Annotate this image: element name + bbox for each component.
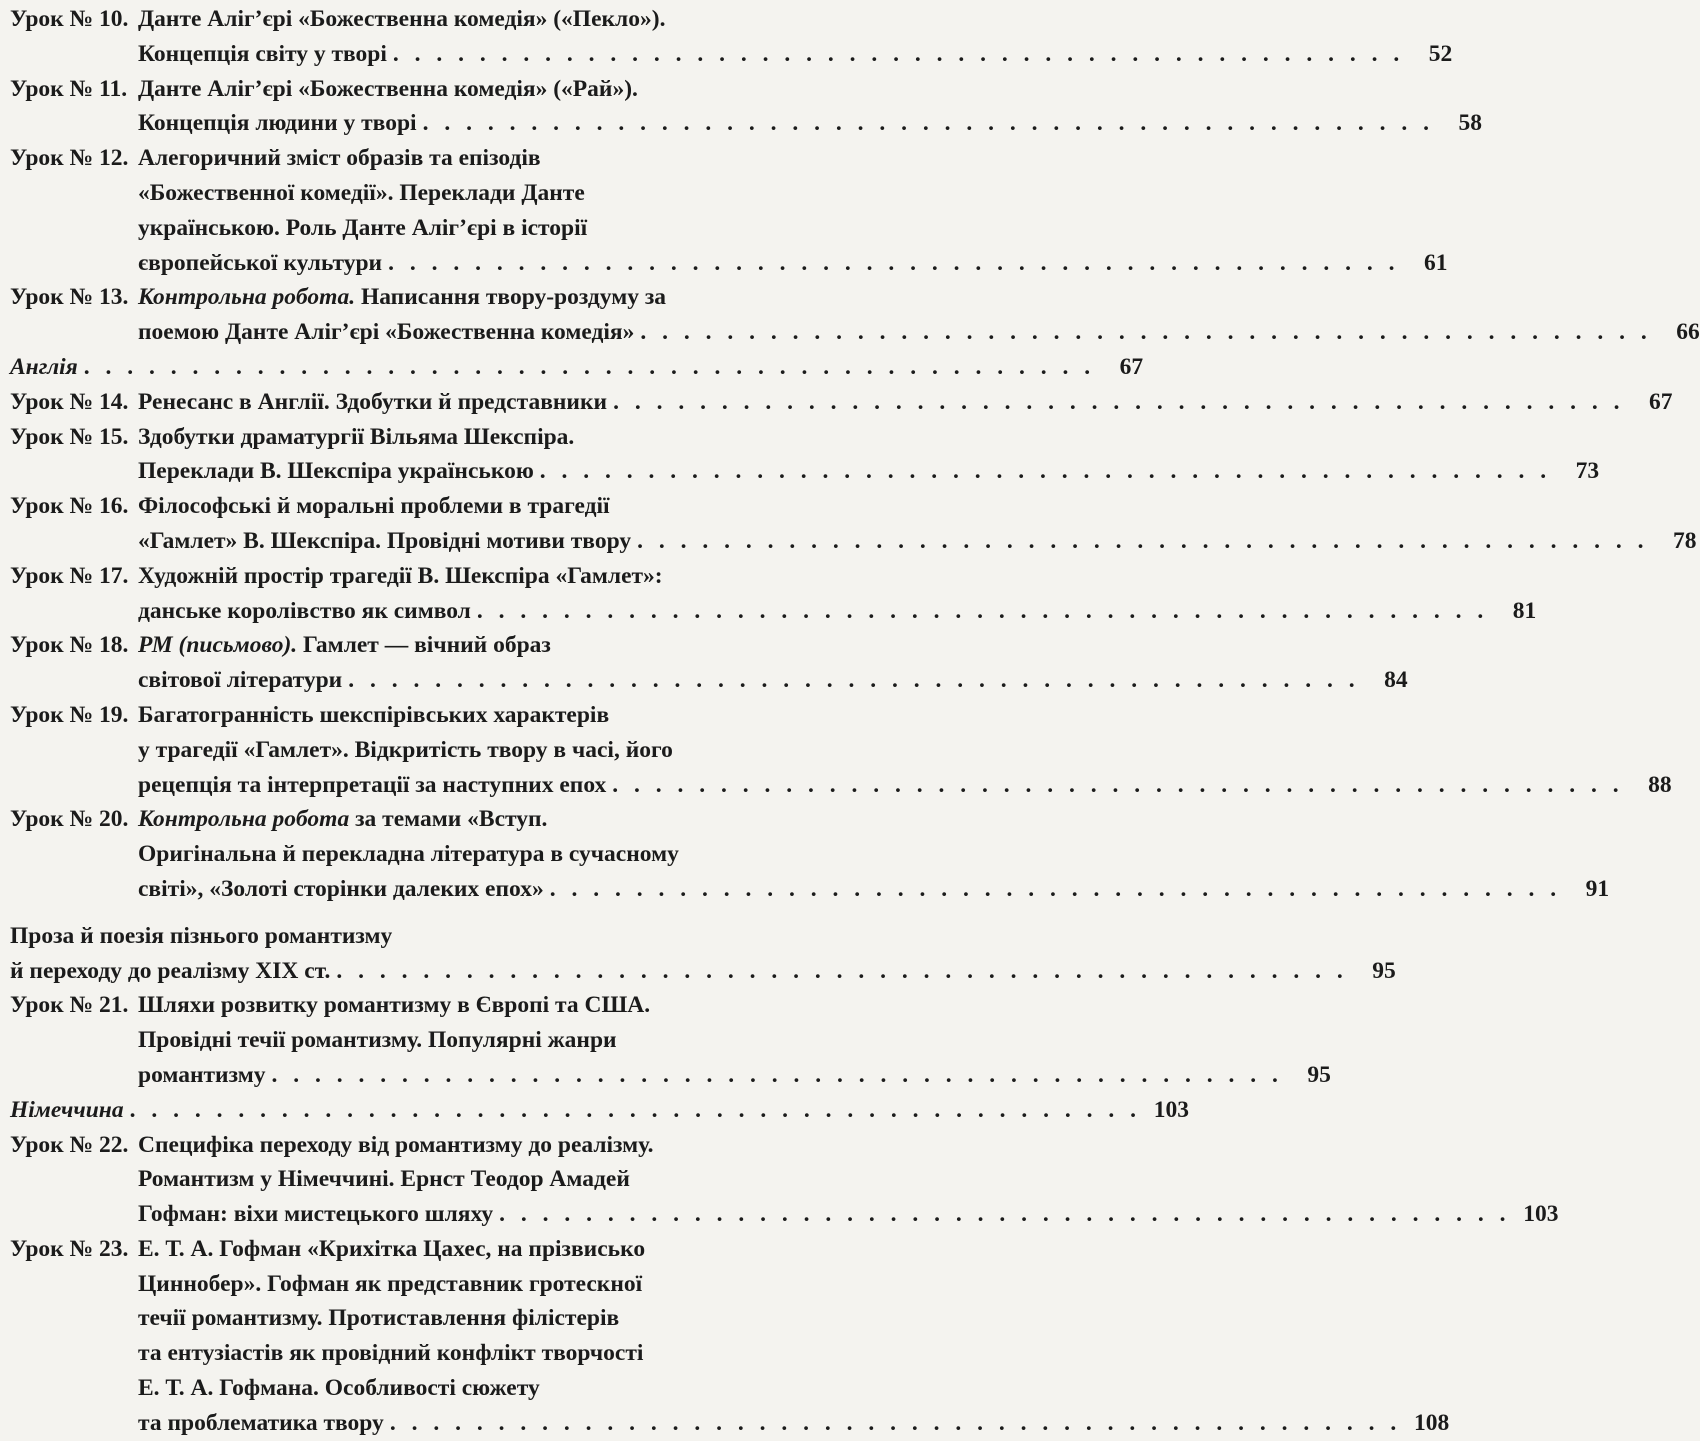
lesson-title: європейської культури — [138, 249, 383, 276]
toc-line — [10, 954, 1396, 989]
page-number: 84 — [1384, 667, 1408, 694]
lesson-title: Переклади В. Шекспіра українською — [138, 458, 534, 485]
toc-line — [10, 988, 774, 1023]
dot-leader: . . . . . . . . . . . . . . . . . . . . . . . . . . . . . . . . . . . . . . . . . . . . . . . — [499, 1201, 1511, 1228]
toc-line — [10, 385, 1673, 420]
dot-leader: . . . . . . . . . . . . . . . . . . . . . . . . . . . . . . . . . . . . . . . . . . . . . . . — [640, 319, 1652, 346]
part-heading: й переходу до реалізму XIX ст. — [10, 957, 331, 984]
toc-line — [10, 454, 1600, 489]
lesson-label: Урок № 21. — [10, 992, 129, 1019]
dot-leader: . . . . . . . . . . . . . . . . . . . . . . . . . . . . . . . . . . . . . . . . . . . . . . . — [336, 957, 1348, 984]
toc-line — [10, 1197, 1559, 1232]
lesson-title: рецепція та інтерпретації за наступних епох — [138, 771, 607, 798]
page-number: 66 — [1676, 319, 1700, 346]
lesson-title: Провідні течії романтизму. Популярні жанри — [138, 1027, 617, 1054]
lesson-title: Романтизм у Німеччині. Ернст Теодор Амадей — [138, 1166, 630, 1193]
toc-line — [10, 315, 1700, 350]
lesson-label: Урок № 20. — [10, 806, 129, 833]
lesson-title: романтизму — [138, 1061, 266, 1088]
dot-leader: . . . . . . . . . . . . . . . . . . . . . . . . . . . . . . . . . . . . . . . . . . . . . . . — [129, 1096, 1141, 1123]
toc-line — [10, 246, 1448, 281]
dot-leader: . . . . . . . . . . . . . . . . . . . . . . . . . . . . . . . . . . . . . . . . . . . . . . . — [637, 527, 1649, 554]
page-number: 95 — [1307, 1061, 1331, 1088]
toc-line — [10, 594, 1537, 629]
toc-line — [10, 1093, 1189, 1128]
lesson-title-italic: Контрольна робота. — [138, 284, 356, 311]
lesson-title: Гофман: віхи мистецького шляху — [138, 1201, 494, 1228]
lesson-label: Урок № 12. — [10, 145, 129, 172]
lesson-title: Алегоричний зміст образів та епізодів — [138, 145, 541, 172]
toc-line — [10, 141, 774, 176]
toc-line — [10, 733, 774, 768]
lesson-title: Здобутки драматургії Вільяма Шекспіра. — [138, 423, 575, 450]
lesson-title: українською. Роль Данте Аліг’єрі в історії — [138, 214, 588, 241]
toc-line — [10, 72, 774, 107]
section-title: Німеччина — [10, 1096, 124, 1123]
lesson-label: Урок № 19. — [10, 701, 129, 728]
lesson-title-italic: РМ (письмово). — [138, 632, 298, 659]
toc-line — [10, 872, 1610, 907]
dot-leader: . . . . . . . . . . . . . . . . . . . . . . . . . . . . . . . . . . . . . . . . . . . . . . . — [389, 1409, 1402, 1436]
lesson-label: Урок № 10. — [10, 6, 129, 32]
page-number: 61 — [1423, 249, 1448, 276]
lesson-title: течії романтизму. Протиставлення філістерів — [138, 1305, 620, 1332]
dot-leader: . . . . . . . . . . . . . . . . . . . . . . . . . . . . . . . . . . . . . . . . . . . . . . . — [83, 353, 1096, 380]
page-number: 73 — [1575, 458, 1600, 485]
page-number: 95 — [1372, 957, 1396, 984]
lesson-title-italic: Контрольна робота — [138, 806, 350, 833]
toc-line — [10, 524, 1697, 559]
lesson-title: Концепція світу у творі — [138, 40, 387, 67]
lesson-title: Оригінальна й перекладна література в сучасному — [138, 841, 679, 868]
toc-line — [10, 1058, 1331, 1093]
dot-leader: . . . . . . . . . . . . . . . . . . . . . . . . . . . . . . . . . . . . . . . . . . . . . . . — [613, 388, 1625, 415]
toc-line — [10, 280, 774, 315]
lesson-title: данське королівство як символ — [138, 597, 471, 624]
toc-line — [10, 1336, 774, 1371]
toc-line — [10, 1371, 774, 1406]
toc-line — [10, 2, 774, 37]
toc-line — [10, 1232, 774, 1267]
toc-line — [10, 1162, 774, 1197]
page-number: 52 — [1428, 40, 1453, 67]
toc-line — [10, 768, 1672, 803]
toc-line — [10, 211, 774, 246]
dot-leader: . . . . . . . . . . . . . . . . . . . . . . . . . . . . . . . . . . . . . . . . . . . . . . . — [348, 667, 1360, 694]
toc-line — [10, 1406, 1450, 1441]
toc-line — [10, 1267, 774, 1302]
lesson-title: та ентузіастів як провідний конфлікт творчості — [138, 1340, 644, 1367]
lesson-label: Урок № 14. — [10, 388, 129, 415]
lesson-title: «Гамлет» В. Шекспіра. Провідні мотиви твору — [138, 527, 632, 554]
lesson-title: Е. Т. А. Гофмана. Особливості сюжету — [138, 1375, 540, 1402]
page-number: 91 — [1585, 875, 1610, 902]
page-number: 81 — [1512, 597, 1537, 624]
toc-line — [10, 628, 774, 663]
lesson-label: Урок № 13. — [10, 284, 129, 311]
page-number: 78 — [1672, 527, 1697, 554]
lesson-title: Е. Т. А. Гофман «Крихітка Цахес, на прізвисько — [138, 1235, 646, 1262]
toc-line — [10, 1301, 774, 1336]
lesson-label: Урок № 23. — [10, 1235, 129, 1262]
lesson-title: Багатогранність шекспірівських характерів — [138, 701, 610, 728]
lesson-title: Філософські й моральні проблеми в трагедії — [138, 493, 610, 520]
page-number: 67 — [1119, 353, 1144, 380]
page-number: 103 — [1523, 1201, 1559, 1228]
page-number: 58 — [1458, 110, 1482, 137]
toc-line — [10, 698, 774, 733]
dot-leader: . . . . . . . . . . . . . . . . . . . . . . . . . . . . . . . . . . . . . . . . . . . . . . . — [392, 40, 1405, 67]
toc-line — [10, 559, 774, 594]
toc-line — [10, 489, 774, 524]
toc-line — [10, 837, 774, 872]
lesson-title: світі», «Золоті сторінки далеких епох» — [138, 875, 544, 902]
lesson-title: Данте Аліг’єрі «Божественна комедія» («Рай»). — [138, 75, 638, 102]
toc-line — [10, 663, 1408, 698]
dot-leader: . . . . . . . . . . . . . . . . . . . . . . . . . . . . . . . . . . . . . . . . . . . . . . . — [612, 771, 1624, 798]
toc-line — [10, 919, 774, 954]
lesson-title: Ренесанс в Англії. Здобутки й представники — [138, 388, 608, 415]
lesson-title: Специфіка переходу від романтизму до реалізму. — [138, 1131, 654, 1158]
lesson-title: Гамлет — вічний образ — [297, 632, 551, 659]
lesson-label: Урок № 22. — [10, 1131, 129, 1158]
lesson-label: Урок № 15. — [10, 423, 129, 450]
lesson-title: «Божественної комедії». Переклади Данте — [138, 179, 585, 206]
dot-leader: . . . . . . . . . . . . . . . . . . . . . . . . . . . . . . . . . . . . . . . . . . . . . . . — [539, 458, 1552, 485]
toc-line — [10, 37, 1453, 72]
dot-leader: . . . . . . . . . . . . . . . . . . . . . . . . . . . . . . . . . . . . . . . . . . . . . . . — [476, 597, 1489, 624]
lesson-label: Урок № 17. — [10, 562, 129, 589]
toc-line — [10, 1023, 774, 1058]
toc-line — [10, 106, 1482, 141]
dot-leader: . . . . . . . . . . . . . . . . . . . . . . . . . . . . . . . . . . . . . . . . . . . . . . . — [422, 110, 1434, 137]
lesson-title: Концепція людини у творі — [138, 110, 417, 137]
page-number: 108 — [1413, 1409, 1450, 1436]
dot-leader: . . . . . . . . . . . . . . . . . . . . . . . . . . . . . . . . . . . . . . . . . . . . . . . — [388, 249, 1400, 276]
lesson-title: Шляхи розвитку романтизму в Європі та США. — [138, 992, 651, 1019]
lesson-title: світової літератури — [138, 667, 343, 694]
page-number: 103 — [1153, 1096, 1189, 1123]
dot-leader: . . . . . . . . . . . . . . . . . . . . . . . . . . . . . . . . . . . . . . . . . . . . . . . — [271, 1061, 1283, 1088]
lesson-label: Урок № 16. — [10, 493, 129, 520]
section-title: Англія — [10, 353, 78, 380]
lesson-label: Урок № 11. — [10, 75, 128, 102]
toc-line — [10, 350, 1144, 385]
toc-line — [10, 420, 774, 455]
lesson-title: та проблематика твору — [138, 1409, 384, 1436]
toc-line — [10, 802, 774, 837]
lesson-title: Художній простір трагедії В. Шекспіра «Гамлет»: — [138, 562, 663, 589]
lesson-title: за темами «Вступ. — [349, 806, 548, 833]
page-number: 88 — [1648, 771, 1672, 798]
lesson-title: у трагедії «Гамлет». Відкритість твору в часі, його — [138, 736, 673, 763]
lesson-title: Данте Аліг’єрі «Божественна комедія» («Пекло»). — [138, 6, 666, 32]
lesson-label: Урок № 18. — [10, 632, 129, 659]
toc-line — [10, 176, 774, 211]
part-heading: Проза й поезія пізнього романтизму — [10, 922, 393, 949]
lesson-title: Написання твору-роздуму за — [355, 284, 667, 311]
toc-line — [10, 1128, 774, 1163]
lesson-title: поемою Данте Аліг’єрі «Божественна комедія» — [138, 319, 635, 346]
dot-leader: . . . . . . . . . . . . . . . . . . . . . . . . . . . . . . . . . . . . . . . . . . . . . . . — [549, 875, 1562, 902]
page-number: 67 — [1648, 388, 1673, 415]
lesson-title: Циннобер». Гофман як представник гротескної — [138, 1270, 643, 1297]
